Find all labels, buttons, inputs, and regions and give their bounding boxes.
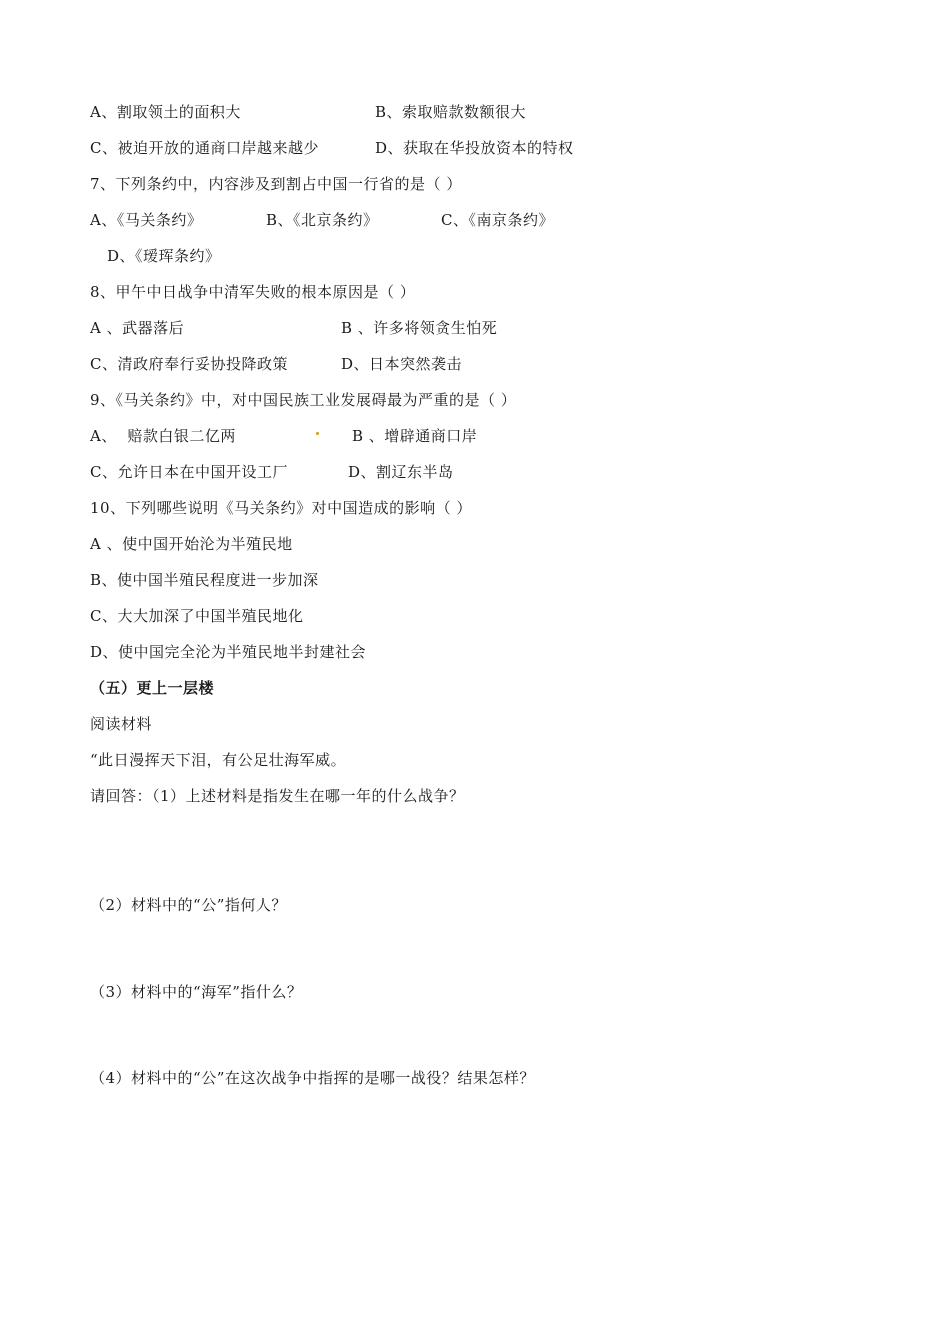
q10-option-c: C、大大加深了中国半殖民地化: [90, 607, 304, 625]
section-heading: （五）更上一层楼: [90, 679, 215, 697]
material-quote: “此日漫挥天下泪，有公足壮海军威。: [90, 751, 347, 769]
q7-option-c: C、《南京条约》: [441, 211, 554, 229]
q7-option-b: B、《北京条约》: [266, 211, 379, 229]
q7-stem: 7、下列条约中，内容涉及到割占中国一行省的是（ ）: [90, 175, 462, 193]
q9-option-c: C、允许日本在中国开设工厂: [90, 463, 288, 481]
q10-stem: 10、下列哪些说明《马关条约》对中国造成的影响（ ）: [90, 499, 472, 517]
q10-option-d: D、使中国完全沦为半殖民地半封建社会: [90, 643, 367, 661]
q8-option-c: C、清政府奉行妥协投降政策: [90, 355, 288, 373]
answer-question-2: （2）材料中的“公”指何人？: [90, 896, 287, 914]
q8-option-a: A 、武器落后: [90, 319, 185, 337]
stray-dot-mark: [316, 432, 319, 435]
answer-question-3: （3）材料中的“海军”指什么？: [90, 983, 303, 1001]
q9-stem: 9、《马关条约》中，对中国民族工业发展碍最为严重的是（ ）: [90, 391, 517, 409]
q9-option-b: B 、增辟通商口岸: [352, 427, 478, 445]
q9-option-a: A、 赔款白银二亿两: [90, 427, 236, 445]
q8-option-b: B 、许多将领贪生怕死: [341, 319, 498, 337]
q6-option-d: D、获取在华投放资本的特权: [375, 139, 574, 157]
q6-option-b: B、索取赔款数额很大: [375, 103, 527, 121]
q7-option-d: D、《瑷珲条约》: [107, 247, 221, 265]
answer-question-4: （4）材料中的“公”在这次战争中指挥的是哪一战役？结果怎样？: [90, 1069, 535, 1087]
q6-option-c: C、被迫开放的通商口岸越来越少: [90, 139, 319, 157]
q6-option-a: A、割取领土的面积大: [90, 103, 241, 121]
q10-option-b: B、使中国半殖民程度进一步加深: [90, 571, 319, 589]
q8-stem: 8、甲午中日战争中清军失败的根本原因是（ ）: [90, 283, 416, 301]
answer-question-1: 请回答：（1）上述材料是指发生在哪一年的什么战争？: [90, 787, 465, 805]
q10-option-a: A 、使中国开始沦为半殖民地: [90, 535, 293, 553]
reading-label: 阅读材料: [90, 715, 153, 733]
q8-option-d: D、日本突然袭击: [341, 355, 463, 373]
q7-option-a: A、《马关条约》: [90, 211, 203, 229]
q9-option-d: D、割辽东半岛: [348, 463, 454, 481]
